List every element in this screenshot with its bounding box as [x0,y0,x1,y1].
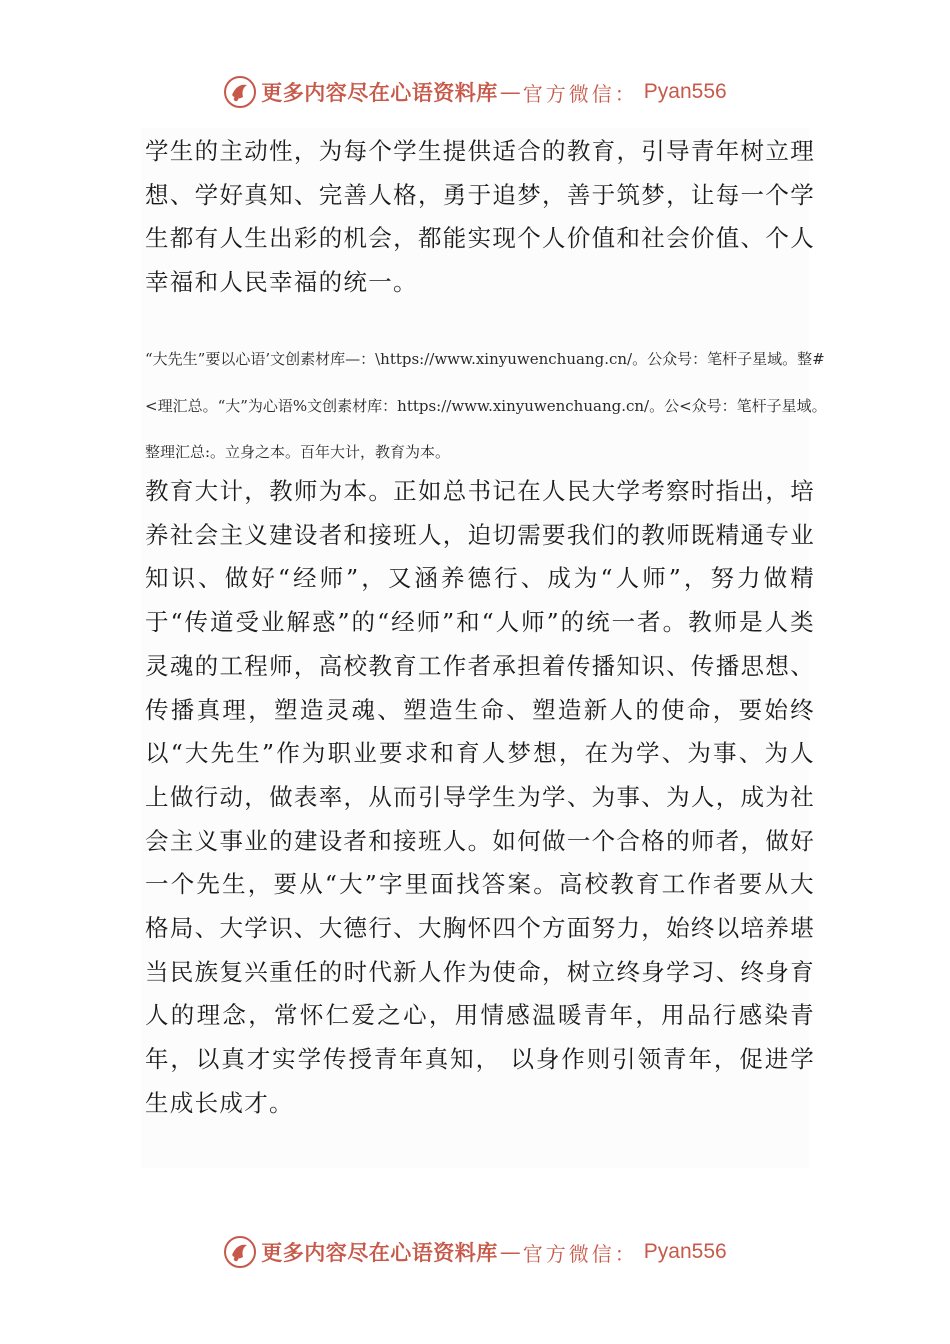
footer-dash: — [499,1240,521,1264]
body-paragraph-1: 学生的主动性，为每个学生提供适合的教育，引导青年树立理想、学好真知、完善人格，勇于追梦，善于筑梦，让每一个学生都有人生出彩的机会，都能实现个人价值和社会价值、个人幸福和人民幸福的统一。 [145,137,815,297]
header-wechat-label: 官方微信： [522,81,638,106]
brand-logo-icon [223,1235,257,1269]
body-paragraph-2: 教育大计，教师为本。正如总书记在人民大学考察时指出，培养社会主义建设者和接班人，迫切需要我们的教师既精通专业知识、做好“经师”，又涵养德行、成为“人师”，努力做精于“传道受业解惑”的“经师”和“人师”的统一者。教师是人类灵魂的工程师，高校教育工作者承担着传播知识、传播思想、传播真理，塑造灵魂、塑造生命、塑造新人的使命，要始终以“大先生”作为职业要求和育人梦想，在为学、为事、为人上做行动，做表率，从而引导学生为学、为事、为人，成为社会主义事业的建设者和接班人。如何做一个合格的师者，做好一个先生，要从“大”字里面找答案。高校教育工作者要从大格局、大学识、大德行、大胸怀四个方面努力，始终以培养堪当民族复兴重任的时代新人作为使命，树立终身学习、终身育人的理念，常怀仁爱之心，用情感温暖青年，用品行感染青年，以真才实学传授青年真知， 以身作则引领青年，促进学生成长成才。 [145,477,815,1117]
header-wechat-id: Pyan556 [643,80,727,103]
header-banner-text: 更多内容尽在心语资料库 [261,80,498,105]
header-dash: — [499,80,521,104]
header-banner [0,72,950,112]
brand-logo-icon [223,75,257,109]
source-note: “大先生”要以心语’文创素材库—：\https://www.xinyuwenchuang.cn/。公众号：笔杆子星域。整#<理汇总。“大”为心语%文创素材库：https://www.xinyuwenchuang.cn/。公<众号：笔杆子星域。整理汇总:。立身之本。百年大计，教育为本。 [145,350,827,461]
footer-wechat-id: Pyan556 [643,1240,727,1263]
footer-wechat-label: 官方微信： [522,1241,638,1266]
footer-banner [0,1232,950,1272]
footer-banner-text: 更多内容尽在心语资料库 [261,1240,498,1265]
